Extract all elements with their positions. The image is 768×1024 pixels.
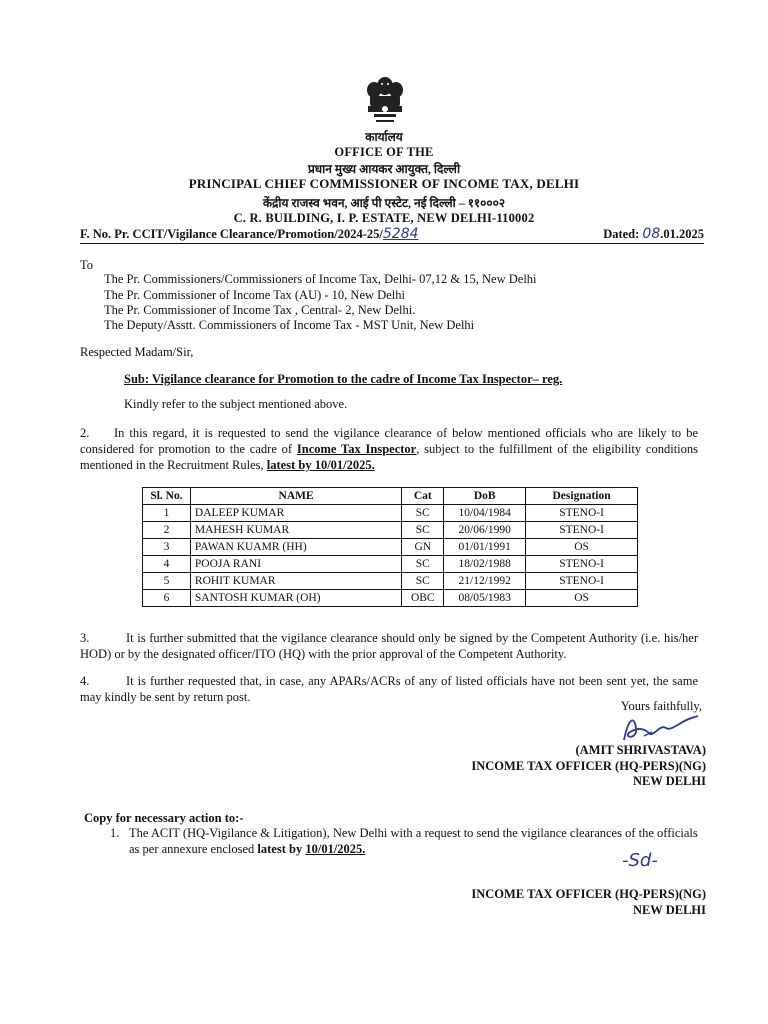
addressee-line: The Pr. Commissioners/Commissioners of Income Tax, Delhi- 07,12 & 15, New Delhi: [104, 272, 537, 286]
subject-line: Sub: Vigilance clearance for Promotion to the cadre of Income Tax Inspector– reg.: [124, 372, 563, 386]
col-header-cat: Cat: [402, 488, 444, 505]
col-header-designation: Designation: [526, 488, 638, 505]
table-header-row: [143, 488, 638, 505]
table-row: 4 POOJA RANI SC 18/02/1988 STENO-I: [143, 556, 638, 573]
copy-item-text: The ACIT (HQ-Vigilance & Litigation), New Delhi with a request to send the vigilance clearances of the officials as per annexure enclosed latest by 10/01/2025.: [129, 826, 698, 856]
header-office-name: PRINCIPAL CHIEF COMMISSIONER OF INCOME TAX, DELHI: [188, 176, 580, 191]
intro-text: Kindly refer to the subject mentioned above.: [124, 397, 348, 411]
letter-date: Dated: 08.01.2025: [603, 226, 704, 242]
addressee-line: The Pr. Commissioner of Income Tax (AU) - 10, New Delhi: [104, 288, 405, 302]
handwritten-day: 08: [642, 226, 661, 242]
para2-text: In this regard, it is requested to send the vigilance clearance of below mentioned officials who are likely to be considered for promotion to the cadre of Income Tax Inspector, subject to the fulfillment of the eligibility conditions mentioned in the Recruitment Rules, latest by 10/01/2025.: [80, 426, 699, 472]
para2-cadre: Income Tax Inspector: [296, 442, 417, 456]
salutation: Respected Madam/Sir,: [80, 345, 194, 359]
para3-number: 3.: [80, 631, 90, 645]
addressee-line: The Deputy/Asstt. Commissioners of Income Tax - MST Unit, New Delhi: [104, 318, 475, 332]
file-number: F. No. Pr. CCIT/Vigilance Clearance/Promotion/2024-25/5284: [80, 226, 419, 242]
header-office-of-the: OFFICE OF THE: [334, 145, 434, 159]
header-address: C. R. BUILDING, I. P. ESTATE, NEW DELHI-110002: [233, 211, 535, 225]
footer-designation: INCOME TAX OFFICER (HQ-PERS)(NG): [471, 887, 706, 901]
addressee-line: The Pr. Commissioner of Income Tax , Central- 2, New Delhi.: [104, 303, 416, 317]
header-hindi-address: केंद्रीय राजस्व भवन, आई पी एस्टेट, नई दिल्ली – ११०००२: [262, 196, 506, 210]
footer-place: NEW DELHI: [632, 902, 706, 917]
national-emblem-icon: [360, 72, 410, 130]
to-label: To: [80, 258, 94, 272]
col-header-name: NAME: [190, 488, 401, 505]
sd-mark: -Sd-: [622, 850, 658, 871]
copy-item-number: 1.: [110, 826, 120, 840]
table-row: 6 SANTOSH KUMAR (OH) OBC 08/05/1983 OS: [143, 590, 638, 607]
copy-heading: Copy for necessary action to:-: [84, 811, 244, 825]
officials-table: [142, 487, 638, 607]
table-row: 2 MAHESH KUMAR SC 20/06/1990 STENO-I: [143, 522, 638, 539]
col-header-dob: DoB: [444, 488, 526, 505]
col-header-slno: Sl. No.: [143, 488, 191, 505]
signatory-name: (AMIT SHRIVASTAVA): [575, 743, 706, 757]
table-row: 5 ROHIT KUMAR SC 21/12/1992 STENO-I: [143, 573, 638, 590]
signatory-block: [471, 743, 706, 790]
table-row: 1 DALEEP KUMAR SC 10/04/1984 STENO-I: [143, 505, 638, 522]
header-hindi-office: प्रधान मुख्य आयकर आयुक्त, दिल्ली: [307, 162, 461, 176]
file-reference-row: [80, 226, 704, 244]
signatory-place: NEW DELHI: [632, 774, 706, 788]
para2-deadline: latest by 10/01/2025.: [266, 458, 375, 472]
closing-yours-faithfully: Yours faithfully,: [620, 699, 702, 713]
para4-text: It is further requested that, in case, any APARs/ACRs of any of listed officials have not been sent yet, the same may kindly be sent by return post.: [80, 674, 698, 704]
para2-number: 2.: [80, 426, 90, 440]
footer-signatory-block: [471, 887, 706, 918]
para3-text: It is further submitted that the vigilance clearance should only be signed by the Competent Authority (i.e. his/her HOD) or by the designated officer/ITO (HQ) with the prior approval of the Competent Authority.: [80, 631, 698, 661]
para4-number: 4.: [80, 674, 90, 688]
signatory-designation: INCOME TAX OFFICER (HQ-PERS)(NG): [471, 758, 706, 773]
handwritten-file-number: 5284: [382, 226, 419, 242]
table-row: 3 PAWAN KUAMR (HH) GN 01/01/1991 OS: [143, 539, 638, 556]
header-karyalaya: कार्यालय: [365, 130, 403, 144]
signature-icon: [616, 710, 706, 746]
